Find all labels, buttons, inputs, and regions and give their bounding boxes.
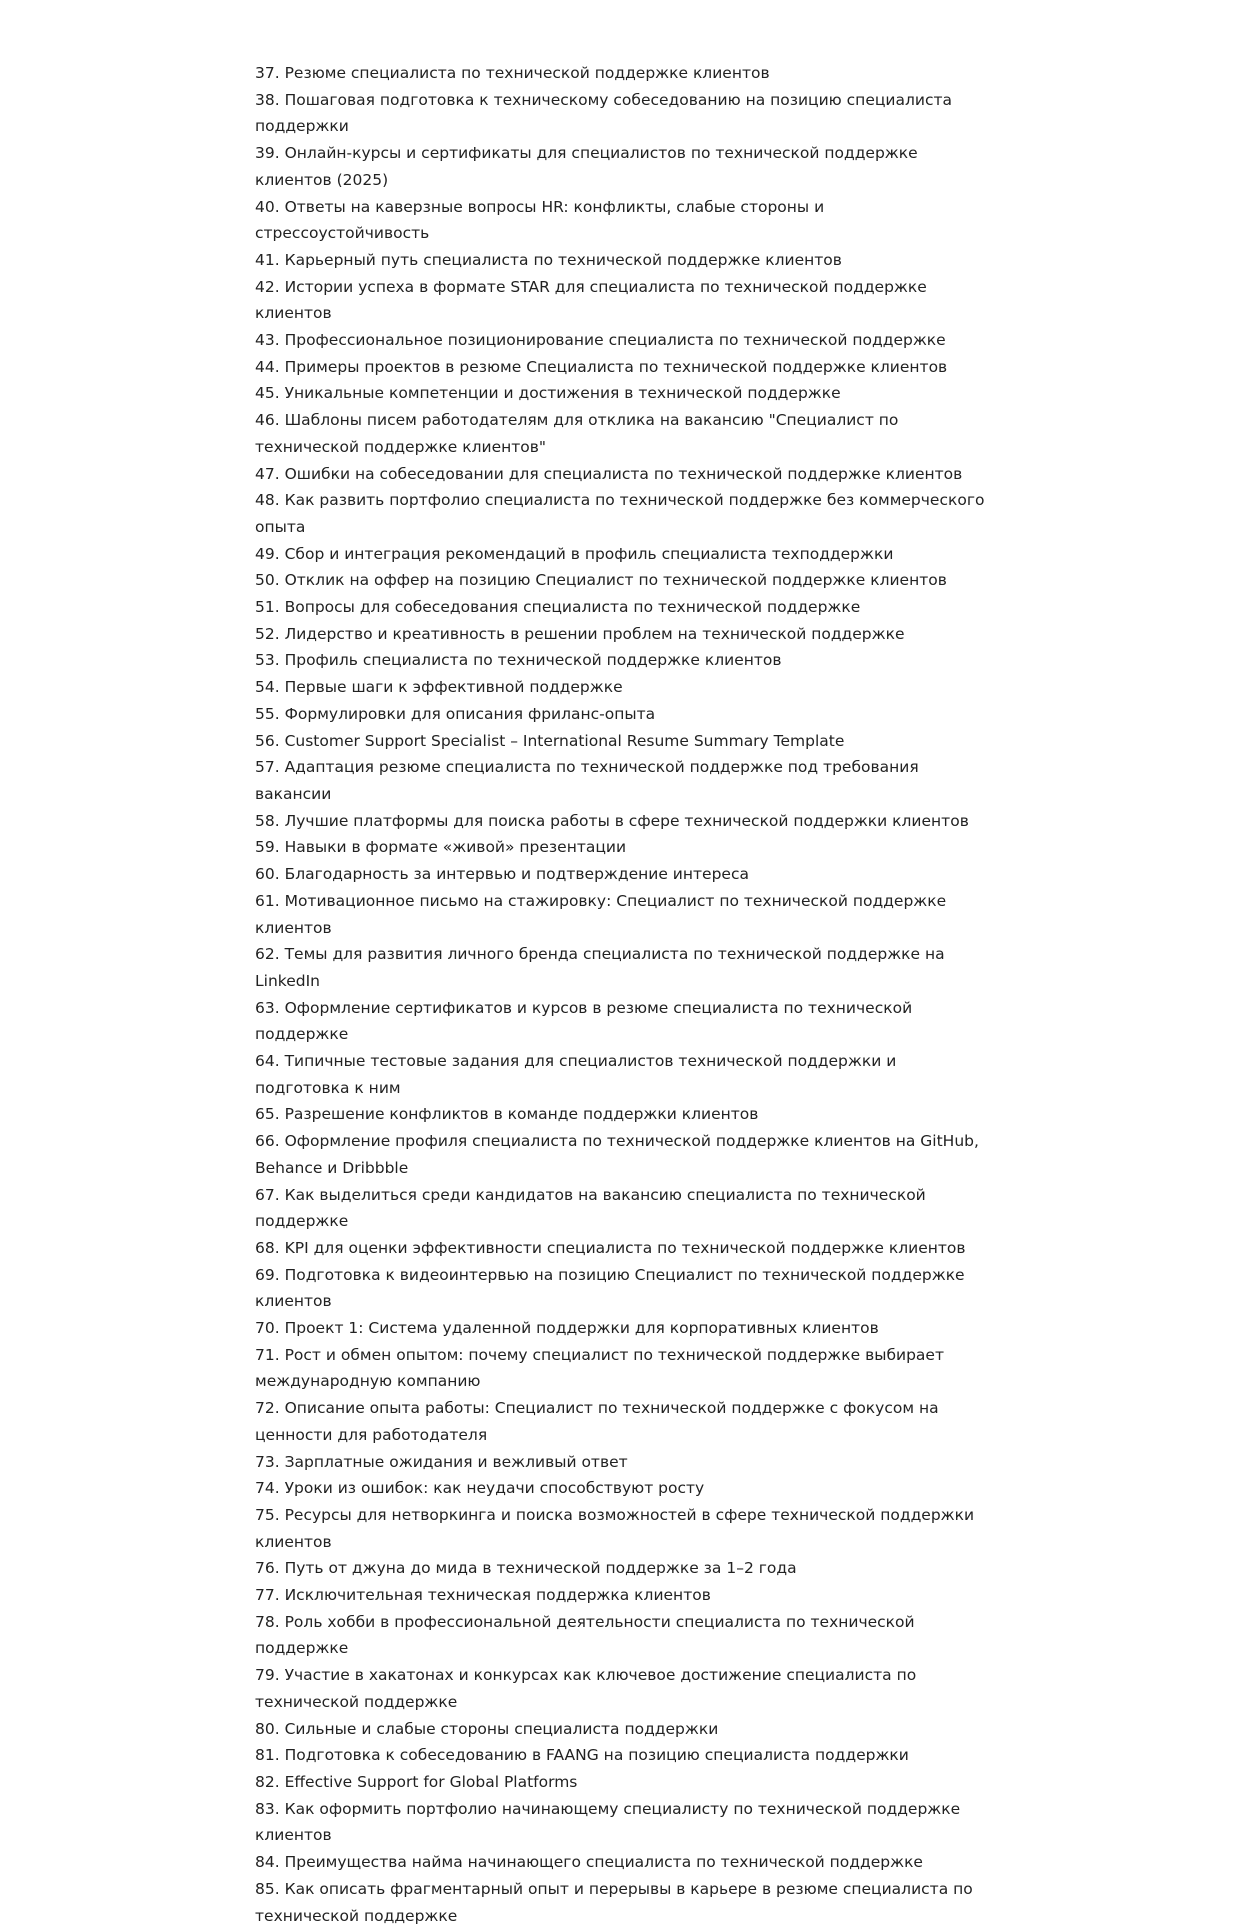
list-item: 54. Первые шаги к эффективной поддержке: [255, 678, 623, 697]
list-item: 82. Effective Support for Global Platforms: [255, 1773, 578, 1791]
list-item: 85. Как описать фрагментарный опыт и перерывы в карьере в резюме специалиста по технической поддержке: [255, 1879, 973, 1925]
list-item: 51. Вопросы для собеседования специалиста по технической поддержке: [255, 598, 861, 617]
list-item: 65. Разрешение конфликтов в команде поддержки клиентов: [255, 1105, 759, 1124]
list-item: 67. Как выделиться среди кандидатов на вакансию специалиста по технической поддержке: [255, 1185, 926, 1231]
list-item: 49. Сбор и интеграция рекомендаций в профиль специалиста техподдержки: [255, 544, 894, 563]
list-item: 79. Участие в хакатонах и конкурсах как ключевое достижение специалиста по технической поддержке: [255, 1666, 917, 1711]
list-item: 63. Оформление сертификатов и курсов в резюме специалиста по технической поддержке: [255, 998, 913, 1044]
list-item: 83. Как оформить портфолио начинающему специалисту по технической поддержке клиентов: [255, 1799, 961, 1845]
list-item: 70. Проект 1: Система удаленной поддержки для корпоративных клиентов: [255, 1319, 879, 1338]
list-item: 74. Уроки из ошибок: как неудачи способствуют росту: [255, 1479, 705, 1498]
list-item: 45. Уникальные компетенции и достижения в технической поддержке: [255, 384, 841, 403]
list-item: 59. Навыки в формате «живой» презентации: [255, 838, 627, 857]
list-item: 71. Рост и обмен опытом: почему специалист по технической поддержке выбирает международную компанию: [255, 1345, 944, 1391]
list-item: 42. Истории успеха в формате STAR для специалиста по технической поддержке клиентов: [255, 277, 927, 323]
list-item: 64. Типичные тестовые задания для специалистов технической поддержки и подготовка к ним: [255, 1052, 897, 1097]
list-item: 55. Формулировки для описания фриланс-опыта: [255, 704, 656, 723]
list-item: 47. Ошибки на собеседовании для специалиста по технической поддержке клиентов: [255, 464, 963, 483]
list-item: 50. Отклик на оффер на позицию Специалист по технической поддержке клиентов: [255, 571, 947, 590]
list-item: 48. Как развить портфолио специалиста по технической поддержке без коммерческого опыта: [255, 491, 985, 536]
list-item: 72. Описание опыта работы: Специалист по технической поддержке с фокусом на ценности для работодателя: [255, 1399, 939, 1444]
list-item: 52. Лидерство и креативность в решении проблем на технической поддержке: [255, 624, 905, 643]
list-item: 81. Подготовка к собеседованию в FAANG на позицию специалиста поддержки: [255, 1746, 909, 1765]
list-item: 76. Путь от джуна до мида в технической поддержке за 1–2 года: [255, 1559, 797, 1578]
list-item: 43. Профессиональное позиционирование специалиста по технической поддержке: [255, 331, 946, 350]
list-item: 80. Сильные и слабые стороны специалиста поддержки: [255, 1719, 719, 1738]
list-item: 68. KPI для оценки эффективности специалиста по технической поддержке клиентов: [255, 1238, 966, 1257]
list-item: 46. Шаблоны писем работодателям для отклика на вакансию "Специалист по технической поддержке клиентов": [255, 411, 899, 456]
table-of-contents-list: [255, 60, 995, 1929]
list-item: 61. Мотивационное письмо на стажировку: Специалист по технической поддержке клиентов: [255, 891, 947, 937]
list-item: 84. Преимущества найма начинающего специалиста по технической поддержке: [255, 1853, 923, 1872]
list-item: 38. Пошаговая подготовка к техническому собеседованию на позицию специалиста поддержки: [255, 90, 953, 136]
list-item: 41. Карьерный путь специалиста по технической поддержке клиентов: [255, 250, 842, 269]
list-item: 69. Подготовка к видеоинтервью на позицию Специалист по технической поддержке клиентов: [255, 1265, 965, 1311]
list-item: 75. Ресурсы для нетворкинга и поиска возможностей в сфере технической поддержки клиентов: [255, 1505, 975, 1551]
list-item: 56. Customer Support Specialist – International Resume Summary Template: [255, 731, 845, 750]
list-item: 58. Лучшие платформы для поиска работы в сфере технической поддержки клиентов: [255, 811, 969, 830]
list-item: 66. Оформление профиля специалиста по технической поддержке клиентов на GitHub, Behance и Dribbble: [255, 1132, 979, 1177]
list-item: 62. Темы для развития личного бренда специалиста по технической поддержке на LinkedIn: [255, 945, 945, 990]
list-item: 53. Профиль специалиста по технической поддержке клиентов: [255, 651, 782, 670]
list-item: 39. Онлайн-курсы и сертификаты для специалистов по технической поддержке клиентов (2025): [255, 144, 918, 189]
list-item: 77. Исключительная техническая поддержка клиентов: [255, 1586, 711, 1605]
list-item: 57. Адаптация резюме специалиста по технической поддержке под требования вакансии: [255, 758, 919, 803]
list-item: 73. Зарплатные ожидания и вежливый ответ: [255, 1452, 628, 1471]
list-item: 44. Примеры проектов в резюме Специалиста по технической поддержке клиентов: [255, 357, 948, 376]
list-item: 78. Роль хобби в профессиональной деятельности специалиста по технической поддержке: [255, 1612, 915, 1658]
list-item: 40. Ответы на каверзные вопросы HR: конфликты, слабые стороны и стрессоустойчивость: [255, 197, 825, 243]
list-item: 60. Благодарность за интервью и подтверждение интереса: [255, 865, 749, 884]
list-item: 37. Резюме специалиста по технической поддержке клиентов: [255, 64, 770, 82]
